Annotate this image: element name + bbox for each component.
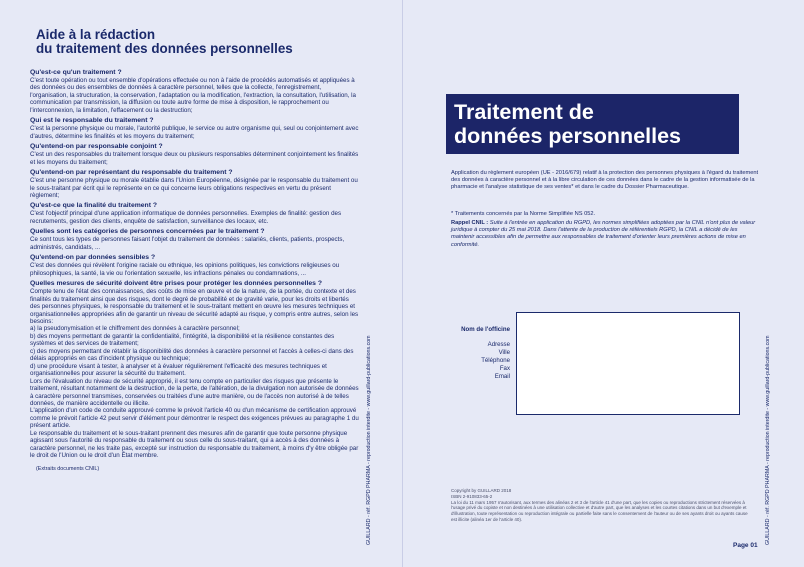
copyright-line: Copyright by GUILLARD 2018 [451,488,512,493]
rappel-block [451,220,761,249]
faq-question: Qu'entend-on par responsable conjoint ? [30,143,163,151]
faq-question: Qu'entend-on par données sensibles ? [30,254,156,262]
answer-paragraph: Lors de l'évaluation du niveau de sécurité approprié, il est tenu compte en particulier des risques que présente le traitement, résultant notamment de la destruction, de la perte, de l'altération, de la divulgation non autorisée de données à caractère personnel transmises, conservées ou traitées d'une autre manière, ou de l'accès non autorisé à de telles données, de manière accidentelle ou illicite. [30,377,359,407]
legal-notice: La loi du 11 mars 1957 n'autorisant, aux termes des alinéas 2 et 3 de l'article 41 d'une part, que les copies ou reproductions strictement réservées à l'usage privé du copiste et non destinées à une utilisation collective et d'autre part, que les analyses et les courtes citations dans un but d'exemple et d'illustration, toute représentation ou reproduction intégrale ou partielle faite sans le consentement de l'auteur ou de ses ayants droit ou ayants cause est illicite (alinéa 1er de l'article 40). [451,499,748,522]
cover-title-box [446,94,739,154]
answer-paragraph: Le responsable du traitement et le sous-traitant prennent des mesures afin de garantir que toute personne physique agissant sous l'autorité du responsable du traitement ou sous celle du sous-traitant, qui a accès à des données à caractère personnel, ne les traite pas, excepté sur instruction du responsable du traitement, à moins d'y être obligée par le droit de l'Union ou le droit d'un État membre. [30,429,359,460]
faq-question: Qu'est-ce qu'un traitement ? [30,69,122,76]
label-ville: Ville [498,349,510,356]
faq-item [30,117,360,140]
faq-answer: C'est l'objectif principal d'une application informatique de données personnelles. Exemples de finalité: gestion des recrutements, gestion des clients, enquête de satisfaction, surveillance des locaux, etc. [30,210,342,225]
left-vertical-credit: GUILLARD - réf. RGPD PHARMA - reproduction interdite - www.guillard-publications.com [366,335,372,545]
label-email: Email [494,373,510,380]
faq-item [30,69,360,114]
label-fax: Fax [499,365,510,372]
rappel-text: Suite à l'entrée en application du RGPD, les normes simplifiées adoptées par la CNIL n'ont plus de valeur juridique à compter du 25 mai 2018. Dans l'attente de la production de référentiels RGPD, la CNIL a décidé de les maintenir accessibles afin de permettre aux responsables de traitement d'orienter leurs premières actions de mise en conformité. [451,220,756,248]
label-telephone: Téléphone [481,357,510,364]
left-content [30,28,360,472]
copyright-block [451,488,751,523]
left-title [36,28,360,56]
cover-title-line2: données personnelles [454,124,682,148]
pharmacy-info-field[interactable] [516,312,740,415]
faq-question: Quelles mesures de sécurité doivent être prises pour protéger les données personnelles ? [30,280,322,288]
answer-paragraph: Compte tenu de l'état des connaissances, des coûts de mise en œuvre et de la nature, de la portée, du contexte et des finalités du traitement ainsi que des risques, dont le degré de probabilité et de gravité varie, pour les droits et libertés des personnes physiques, le responsable du traitement et le sous-traitant mettent en œuvre les mesures techniques et organisationnelles appropriées afin de garantir un niveau de sécurité adapté au risque, y compris entre autres, selon les besoins: [30,288,359,325]
faq-item-security [30,280,360,459]
faq-answer: C'est une personne physique ou morale établie dans l'Union Européenne, désignée par le responsable du traitement ou le sous-traitant par écrit qui le représente en ce qui concerne leurs obligations respectives en vertu du présent règlement; [30,177,358,199]
faq-item [30,143,360,166]
faq-answer [30,288,360,459]
faq-question: Qui est le responsable du traitement ? [30,117,154,125]
rappel-label: Rappel CNIL : [451,220,489,226]
left-title-line2: du traitement des données personnelles [36,41,293,56]
label-adresse: Adresse [487,341,510,348]
faq-question: Qu'est-ce que la finalité du traitement ? [30,202,158,210]
faq-answer: C'est un des responsables du traitement lorsque deux ou plusieurs responsables déterminent conjointement les finalités et les moyens du traitement; [30,151,359,166]
left-title-line1: Aide à la rédaction [36,27,156,42]
faq-answer: C'est toute opération ou tout ensemble d'opérations effectuée ou non à l'aide de procédés automatisés et appliquées à des données ou des ensembles de données à caractère personnel, telles que la collecte, l'enregistrement, l'organisation, la structuration, la conservation, l'adaptation ou la modification, l'extraction, la consultation, l'utilisation, la communication par transmission, la diffusion ou toute autre forme de mise à disposition, le rapprochement ou l'interconnexion, la limitation, l'effacement ou la destruction; [30,77,356,114]
faq-item [30,228,360,251]
faq-item [30,202,360,225]
right-page [402,0,804,567]
faq-question: Qu'entend-on par représentant du responsable du traitement ? [30,169,233,177]
faq-answer: Ce sont tous les types de personnes faisant l'objet du traitement de données : salariés, clients, patients, prospects, administrés, candidats, ... [30,236,345,251]
answer-paragraph: c) des moyens permettant de rétablir la disponibilité des données à caractère personnel et l'accès à celles-ci dans des délais appropriés en cas d'incident physique ou technique; [30,347,354,363]
answer-paragraph: b) des moyens permettant de garantir la confidentialité, l'intégrité, la disponibilité et la résilience constantes des systèmes et des services de traitement; [30,332,335,348]
faq-item [30,169,360,199]
faq-answer: C'est la personne physique ou morale, l'autorité publique, le service ou autre organisme qui, seul ou conjointement avec d'autres, détermine les finalités et les moyens du traitement; [30,125,359,140]
intro-text: Application du règlement européen (UE - 2016/679) relatif à la protection des personnes physiques à l'égard du traitement des données à caractère personnel et à la libre circulation de ces données dans le cadre de la gestion informatisée de la pharmacie et l'analyse statistique de ses ventes* et dans le cadre du Dossier Pharmaceutique. [451,170,759,191]
label-nom-officine: Nom de l'officine [461,326,510,333]
source-note: (Extraits documents CNIL) [36,465,100,472]
faq-item [30,254,360,277]
right-vertical-credit: GUILLARD - réf. RGPD PHARMA - reproduction interdite - www.guillard-publications.com [765,335,771,545]
answer-paragraph: L'application d'un code de conduite approuvé comme le prévoit l'article 40 ou d'un mécanisme de certification approuvé comme le prévoit l'article 42 peut servir d'élément pour démontrer le respect des exigences prévues au paragraphe 1 du présent article. [30,407,359,430]
footnote: * Traitements concernés par la Norme Simplifiée NS 052. [451,211,596,217]
isbn-line: ISBN 2-910833-65-2 [451,493,493,499]
answer-paragraph: a) la pseudonymisation et le chiffrement des données à caractère personnel; [30,325,240,333]
answer-paragraph: d) une procédure visant à tester, à analyser et à évaluer régulièrement l'efficacité des mesures techniques et organisationnelles pour assurer la sécurité du traitement. [30,362,327,378]
page-number: Page 01 [733,542,758,549]
faq-question: Quelles sont les catégories de personnes concernées par le traitement ? [30,228,265,236]
faq-answer: C'est des données qui révèlent l'origine raciale ou ethnique, les opinions politiques, les convictions religieuses ou philosophiques, la santé, la vie ou l'orientation sexuelle, les infractions pénales ou condamnations, ... [30,262,340,277]
cover-title-line1: Traitement de [454,100,594,124]
